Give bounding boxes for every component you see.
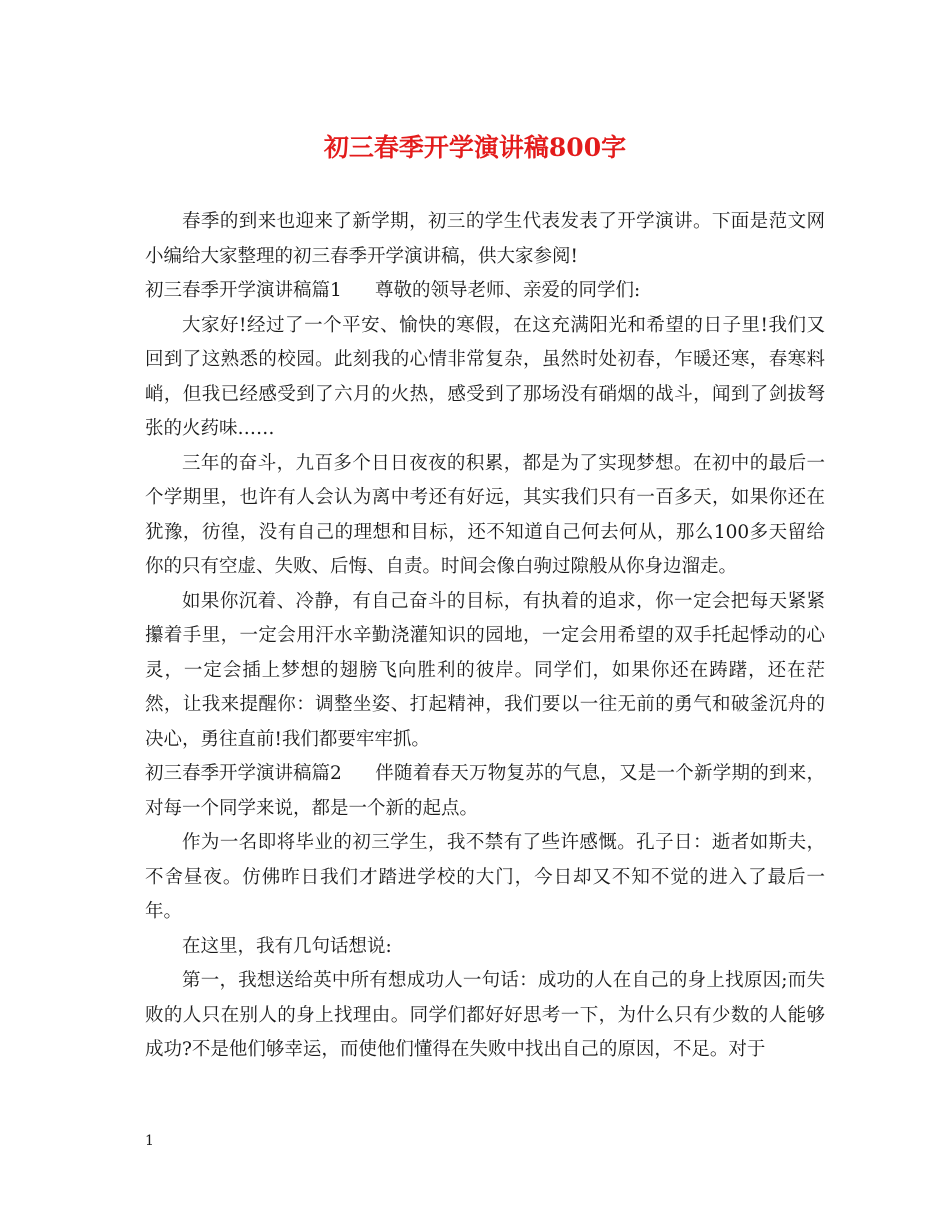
paragraph-intro: 春季的到来也迎来了新学期，初三的学生代表发表了开学演讲。下面是范文网小编给大家整理的初三春季开学演讲稿，供大家参阅! bbox=[145, 211, 825, 267]
section-greeting-1: 尊敬的领导老师、亲爱的同学们: bbox=[375, 280, 641, 301]
section-opening-2: 伴随着春天万物复苏的气息，又是一个新学期的到来，对每一个同学来说，都是一个新的起点。 bbox=[145, 763, 825, 819]
paragraph: 如果你沉着、冷静，有自己奋斗的目标，有执着的追求，你一定会把每天紧紧攥着手里，一定会用汗水辛勤浇灌知识的园地，一定会用希望的双手托起悸动的心灵，一定会插上梦想的翅膀飞向胜利的彼岸。同学们，如果你还在踌躇，还在茫然，让我来提醒你：调整坐姿、打起精神，我们要以一往无前的勇气和破釜沉舟的决心，勇往直前!我们都要牢牢抓。 bbox=[145, 590, 825, 750]
paragraph: 作为一名即将毕业的初三学生，我不禁有了些许感慨。孔子日：逝者如斯夫，不舍昼夜。仿佛昨日我们才踏进学校的大门，今日却又不知不觉的进入了最后一年。 bbox=[145, 832, 825, 922]
page-number: 1 bbox=[145, 1133, 154, 1149]
document-title: 初三春季开学演讲稿800字 bbox=[323, 133, 627, 162]
section-label-2: 初三春季开学演讲稿篇2 bbox=[145, 763, 342, 784]
paragraph: 三年的奋斗，九百多个日日夜夜的积累，都是为了实现梦想。在初中的最后一个学期里，也许有人会认为离中考还有好远，其实我们只有一百多天，如果你还在犹豫，彷徨，没有自己的理想和目标，还不知道自己何去何从，那么100多天留给你的只有空虚、失败、后悔、自责。时间会像白驹过隙般从你身边溜走。 bbox=[145, 452, 825, 577]
section-heading-1 bbox=[145, 274, 825, 309]
paragraph: 在这里，我有几句话想说: bbox=[182, 935, 392, 957]
section-label-1: 初三春季开学演讲稿篇1 bbox=[145, 280, 342, 301]
document-body bbox=[145, 205, 825, 1068]
paragraph: 第一，我想送给英中所有想成功人一句话：成功的人在自己的身上找原因;而失败的人只在别人的身上找理由。同学们都好好思考一下，为什么只有少数的人能够成功?不是他们够幸运，而使他们懂得在失败中找出自己的原因，不足。对于 bbox=[145, 970, 825, 1060]
section-heading-2 bbox=[145, 757, 825, 826]
paragraph: 大家好!经过了一个平安、愉快的寒假，在这充满阳光和希望的日子里!我们又回到了这熟悉的校园。此刻我的心情非常复杂，虽然时处初春，乍暖还寒，春寒料峭，但我已经感受到了六月的火热，感受到了那场没有硝烟的战斗，闻到了剑拔弩张的火药味…… bbox=[145, 314, 825, 439]
